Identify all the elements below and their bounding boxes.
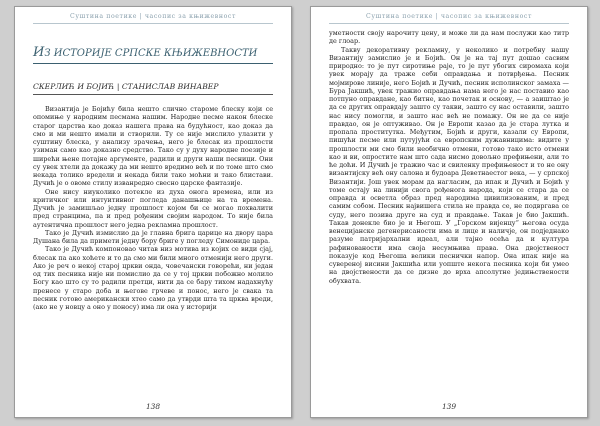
paragraph: Византија је Бојићу била нешто слично староме блеску који се опомиње у народним песмама нашим. Народне песме након блеске старог царства као доказ нашега права на будућност, као доказ да смо и ми нешто имали и створили. Ту се није мислило улазити у суштину блеска, у анализу зрачења, него је блесак из прошлости узиман само као доказно средство. Тако су у духу народне поезије и ширећи њене потајне аргументе, радили и други наши песници. Они су увек хтели да докажу да ми нешто вредимо већ и по томе што смо некада толико вредели и некада били тако моћни и тако блистави. Дучић је о овоме стилу изванредно свесно царске фантазије. [33,105,273,188]
paragraph: Тако је Дучић измислио да је главна брига царице на двору цара Душана била да примети једну бору бриге у погледу Симониде цара. [33,228,273,245]
right-page-content [329,29,569,395]
paragraph: Оне нису ниуколико потекле из духа онога времена, или из критичког или интуитивног погледа данашњице на та времена. Дучић је замишљао једну прошлост којом би се могао похвалити пред странцима, па и пред рођеним својим народом. То није била аутентична прошлост него једна рекламна прошлост. [33,187,273,229]
header-rule-left [33,23,273,24]
page-number-left: 138 [145,402,161,411]
paragraph: Такву декоративну рекламну, у неколико и потребну нашу Византију замислио је и Бојић. Он је на тај пут дошао сасвим природно: то је пут сиротиње раје, то је пут убогих сиромаха који увек морају да траже себи оправдања и потврђења. Песник мојмирове линије, него Бојић и Дучић, песник исполинског замаха — Бура Јакшић, увек тражио оправдања нама него је нас поставио као потпуно оправдане, као битне, као почетак и основу, — а заиштао је да се других оправдају зашто су такви, зашто су нас оставили, зашто нас нису помогли, и зашто нас већ не помажу. Он не да се није правдао, он је оптуживао. Он је Европи казао да је стара лутка и пропала проститутка. Међутим, Бојић и други, казали су Европи, пишући песме или путујући са европским дужавницима: видите у прошлости ми смо били необично отмени, готово тако исто отмени као и ви, опростите нам што сада нисмо довољно префињени, али то ће доћи. И Дучић је тражио час и свиленку префињеност и то не ону византијску већ ону салона и будоара Деветнаестог века, — у српској Византији. Још увек морам да нагласим, да ипак и Дучић и Бојић у томе остају на линији свога рођенога народа, који се стара да се оправда и осветла образ пред народима цивилизованим, и пред самим собом. Песник највишега стила не правда се, не подвргава се суду, него позива друге на суд и правдање. Такав је био Јакшић. Такав донекле био је и Његош. У „Горском вијенцу“ његова осуда венецијанске дегенерисаности има и лице и наличје, он подједнако разуме патријархални идеал, али тајно осећа да и култура рафинованости има своја несумњива права. Она двојственост показује код Његоша велики песнички напор. Она ипак није на сувереној висини Јакшића или уопште некога песника који би умео на двојствености да се дизне до врха апсолутне једињствености обухвата. [329,45,569,285]
header-rule-right [329,23,569,24]
section-title-rest: З ИСТОРИЈЕ СРПСКЕ КЊИЖЕВНОСТИ [44,48,258,59]
section-title-cap: И [33,45,45,60]
section-title [33,45,273,64]
running-header-left: Суштина поетике | часопис за књижевност [69,13,237,20]
left-page-content [33,31,273,395]
page-number-right: 139 [441,402,457,411]
article-title: СКЕРЛИЋ И БОЈИЋ | СТАНИСЛАВ ВИНАВЕР [33,82,273,95]
paragraph: уметности своју нарочиту цену, и може ли да нам послужи као титр де глоар. [329,29,569,46]
paragraph: Тако је Дучић компоновао читав низ мотива из којих се види сјај, блесак па ако хоћете и то да смо ми били много отменији него други. Ако је реч о некој старој цркви онда, човечански говорећи, ни један од тих песника није ни помислио да се у тој цркви побожно молило Богу као што су то радили претци, нити да се бару тихом надахнућу пренесе у старо доба и његове грчеве и понос, него је свака та песник готово американски хтео само да утврди шта та црква вреди, (ако не у новцу а оно у поносу) има ли она у историји [33,245,273,311]
running-header-right: Суштина поетике | часопис за књижевност [365,13,533,20]
right-page [310,6,588,418]
left-page [14,6,292,418]
